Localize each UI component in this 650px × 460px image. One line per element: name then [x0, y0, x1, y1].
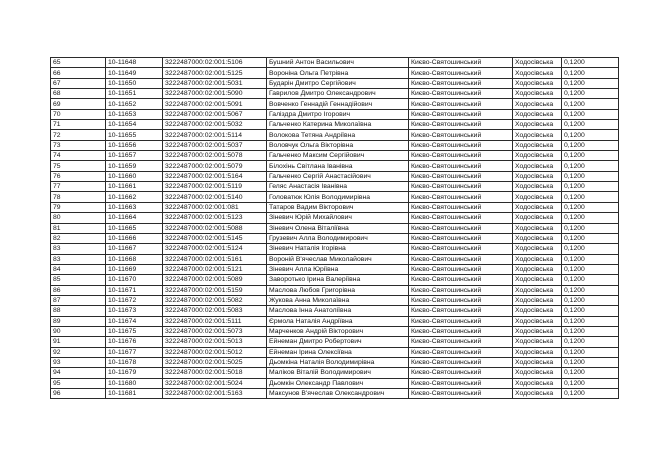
cell-full-name: Гаврилов Дмитро Олександрович	[267, 89, 409, 99]
cell-row-number: 83	[51, 244, 106, 254]
cell-full-name: Головатюк Юлія Володимирівна	[267, 192, 409, 202]
cell-council: Ходосівська	[513, 264, 562, 274]
table-row	[51, 254, 619, 264]
cell-council: Ходосівська	[513, 357, 562, 367]
cell-area: 0,1200	[562, 89, 619, 99]
cell-district: Києво-Святошинський	[409, 192, 513, 202]
cell-cadastral-number: 3222487000:02:001:5145	[163, 233, 267, 243]
cell-area: 0,1200	[562, 285, 619, 295]
cell-full-name: Вороній В'ячеслав Миколайович	[267, 254, 409, 264]
cell-cadastral-number: 3222487000:02:001:5089	[163, 275, 267, 285]
cell-registration-id: 10-11671	[106, 285, 163, 295]
cell-registration-id: 10-11649	[106, 68, 163, 78]
cell-full-name: Максунов В'ячеслав Олександрович	[267, 389, 409, 399]
cell-cadastral-number: 3222487000:02:001:5111	[163, 316, 267, 326]
cell-district: Києво-Святошинський	[409, 306, 513, 316]
cell-full-name: Зіневич Олена Віталіївна	[267, 223, 409, 233]
cell-district: Києво-Святошинський	[409, 326, 513, 336]
cell-district: Києво-Святошинський	[409, 99, 513, 109]
cell-district: Києво-Святошинський	[409, 223, 513, 233]
cell-row-number: 93	[51, 357, 106, 367]
cell-council: Ходосівська	[513, 326, 562, 336]
cell-row-number: 89	[51, 316, 106, 326]
cell-registration-id: 10-11672	[106, 295, 163, 305]
cell-council: Ходосівська	[513, 130, 562, 140]
cell-district: Києво-Святошинський	[409, 89, 513, 99]
cell-cadastral-number: 3222487000:02:001:5088	[163, 223, 267, 233]
cell-area: 0,1200	[562, 295, 619, 305]
cell-row-number: 73	[51, 140, 106, 150]
cell-district: Києво-Святошинський	[409, 151, 513, 161]
cell-area: 0,1200	[562, 171, 619, 181]
cell-cadastral-number: 3222487000:02:001:5032	[163, 120, 267, 130]
cell-council: Ходосівська	[513, 389, 562, 399]
table-row	[51, 202, 619, 212]
cell-full-name: Грузевич Алла Володимирович	[267, 233, 409, 243]
cell-cadastral-number: 3222487000:02:001:5018	[163, 368, 267, 378]
table-row	[51, 182, 619, 192]
cell-full-name: Ейнеман Ірина Олексіївна	[267, 347, 409, 357]
cell-cadastral-number: 3222487000:02:001:5013	[163, 337, 267, 347]
cell-registration-id: 10-11656	[106, 140, 163, 150]
cell-area: 0,1200	[562, 140, 619, 150]
cell-registration-id: 10-11654	[106, 120, 163, 130]
cell-row-number: 88	[51, 306, 106, 316]
cell-area: 0,1200	[562, 68, 619, 78]
cell-district: Києво-Святошинський	[409, 389, 513, 399]
cell-registration-id: 10-11678	[106, 357, 163, 367]
cell-council: Ходосівська	[513, 316, 562, 326]
cell-row-number: 81	[51, 223, 106, 233]
cell-area: 0,1200	[562, 78, 619, 88]
cell-full-name: Гальченко Максим Сергійович	[267, 151, 409, 161]
cell-registration-id: 10-11677	[106, 347, 163, 357]
cell-row-number: 91	[51, 337, 106, 347]
cell-registration-id: 10-11650	[106, 78, 163, 88]
table-row	[51, 316, 619, 326]
cell-full-name: Галіздра Дмитро Ігорович	[267, 109, 409, 119]
cell-district: Києво-Святошинський	[409, 109, 513, 119]
cell-registration-id: 10-11676	[106, 337, 163, 347]
cell-registration-id: 10-11664	[106, 213, 163, 223]
cell-council: Ходосівська	[513, 254, 562, 264]
cell-row-number: 67	[51, 78, 106, 88]
table-row	[51, 389, 619, 399]
table-row	[51, 213, 619, 223]
table-row	[51, 68, 619, 78]
cell-district: Києво-Святошинський	[409, 254, 513, 264]
cell-registration-id: 10-11660	[106, 171, 163, 181]
cell-registration-id: 10-11655	[106, 130, 163, 140]
cell-full-name: Зіневич Наталія Ігорівна	[267, 244, 409, 254]
cell-row-number: 94	[51, 368, 106, 378]
cell-registration-id: 10-11653	[106, 109, 163, 119]
cell-cadastral-number: 3222487000:02:001:5106	[163, 58, 267, 68]
cell-row-number: 68	[51, 89, 106, 99]
cell-area: 0,1200	[562, 306, 619, 316]
cell-council: Ходосівська	[513, 99, 562, 109]
cell-area: 0,1200	[562, 213, 619, 223]
cell-district: Києво-Святошинський	[409, 233, 513, 243]
cell-area: 0,1200	[562, 316, 619, 326]
cell-row-number: 83	[51, 254, 106, 264]
cell-district: Києво-Святошинський	[409, 244, 513, 254]
cell-council: Ходосівська	[513, 213, 562, 223]
table-row	[51, 223, 619, 233]
table-row	[51, 78, 619, 88]
land-parcels-table	[50, 57, 619, 399]
cell-row-number: 75	[51, 161, 106, 171]
cell-full-name: Геляс Анастасія Іванівна	[267, 182, 409, 192]
cell-registration-id: 10-11665	[106, 223, 163, 233]
cell-row-number: 78	[51, 192, 106, 202]
cell-full-name: Жукова Анна Миколаївна	[267, 295, 409, 305]
cell-council: Ходосівська	[513, 244, 562, 254]
cell-council: Ходосівська	[513, 306, 562, 316]
cell-council: Ходосівська	[513, 233, 562, 243]
cell-cadastral-number: 3222487000:02:001:5037	[163, 140, 267, 150]
cell-council: Ходосівська	[513, 58, 562, 68]
cell-full-name: Ейнеман Дмитро Робертович	[267, 337, 409, 347]
cell-area: 0,1200	[562, 368, 619, 378]
cell-district: Києво-Святошинський	[409, 78, 513, 88]
cell-area: 0,1200	[562, 378, 619, 388]
cell-council: Ходосівська	[513, 140, 562, 150]
table-row	[51, 140, 619, 150]
cell-registration-id: 10-11673	[106, 306, 163, 316]
cell-full-name: Маліков Віталій Володимирович	[267, 368, 409, 378]
table-row	[51, 120, 619, 130]
cell-council: Ходосівська	[513, 68, 562, 78]
cell-area: 0,1200	[562, 254, 619, 264]
cell-registration-id: 10-11675	[106, 326, 163, 336]
cell-council: Ходосівська	[513, 295, 562, 305]
cell-registration-id: 10-11661	[106, 182, 163, 192]
cell-row-number: 96	[51, 389, 106, 399]
cell-row-number: 80	[51, 213, 106, 223]
cell-area: 0,1200	[562, 347, 619, 357]
cell-registration-id: 10-11680	[106, 378, 163, 388]
cell-council: Ходосівська	[513, 120, 562, 130]
cell-council: Ходосівська	[513, 89, 562, 99]
cell-cadastral-number: 3222487000:02:001:5114	[163, 130, 267, 140]
cell-row-number: 74	[51, 151, 106, 161]
cell-council: Ходосівська	[513, 192, 562, 202]
cell-district: Києво-Святошинський	[409, 295, 513, 305]
cell-council: Ходосівська	[513, 337, 562, 347]
cell-registration-id: 10-11674	[106, 316, 163, 326]
cell-cadastral-number: 3222487000:02:001:5031	[163, 78, 267, 88]
cell-area: 0,1200	[562, 389, 619, 399]
cell-district: Києво-Святошинський	[409, 316, 513, 326]
cell-registration-id: 10-11667	[106, 244, 163, 254]
table-row	[51, 233, 619, 243]
cell-full-name: Вороніна Ольга Петрівна	[267, 68, 409, 78]
cell-cadastral-number: 3222487000:02:001:5164	[163, 171, 267, 181]
cell-registration-id: 10-11662	[106, 192, 163, 202]
cell-row-number: 70	[51, 109, 106, 119]
cell-row-number: 72	[51, 130, 106, 140]
cell-cadastral-number: 3222487000:02:001:5124	[163, 244, 267, 254]
cell-cadastral-number: 3222487000:02:001:5123	[163, 213, 267, 223]
cell-registration-id: 10-11666	[106, 233, 163, 243]
cell-registration-id: 10-11670	[106, 275, 163, 285]
cell-row-number: 77	[51, 182, 106, 192]
cell-cadastral-number: 3222487000:02:001:5024	[163, 378, 267, 388]
cell-council: Ходосівська	[513, 347, 562, 357]
cell-district: Києво-Святошинський	[409, 347, 513, 357]
cell-registration-id: 10-11659	[106, 161, 163, 171]
cell-full-name: Білохінь Світлана Іванівна	[267, 161, 409, 171]
cell-full-name: Маслова Любов Григорівна	[267, 285, 409, 295]
cell-area: 0,1200	[562, 161, 619, 171]
table-row	[51, 58, 619, 68]
cell-row-number: 71	[51, 120, 106, 130]
table-row	[51, 99, 619, 109]
cell-cadastral-number: 3222487000:02:001:5163	[163, 389, 267, 399]
cell-cadastral-number: 3222487000:02:001:5121	[163, 264, 267, 274]
cell-district: Києво-Святошинський	[409, 264, 513, 274]
cell-district: Києво-Святошинський	[409, 357, 513, 367]
cell-full-name: Гальченко Катерина Миколаївна	[267, 120, 409, 130]
table-row	[51, 171, 619, 181]
cell-council: Ходосівська	[513, 202, 562, 212]
cell-area: 0,1200	[562, 357, 619, 367]
cell-row-number: 79	[51, 202, 106, 212]
table-body	[51, 58, 619, 399]
cell-area: 0,1200	[562, 337, 619, 347]
cell-district: Києво-Святошинський	[409, 161, 513, 171]
cell-registration-id: 10-11648	[106, 58, 163, 68]
cell-area: 0,1200	[562, 244, 619, 254]
cell-row-number: 65	[51, 58, 106, 68]
cell-district: Києво-Святошинський	[409, 120, 513, 130]
cell-area: 0,1200	[562, 202, 619, 212]
cell-row-number: 76	[51, 171, 106, 181]
table-row	[51, 295, 619, 305]
cell-full-name: Дьомкіна Наталія Володимирівна	[267, 357, 409, 367]
cell-row-number: 85	[51, 275, 106, 285]
table-row	[51, 151, 619, 161]
cell-cadastral-number: 3222487000:02:001:5159	[163, 285, 267, 295]
cell-council: Ходосівська	[513, 78, 562, 88]
cell-cadastral-number: 3222487000:02:001:5119	[163, 182, 267, 192]
cell-council: Ходосівська	[513, 223, 562, 233]
cell-full-name: Бушний Антон Васильович	[267, 58, 409, 68]
cell-area: 0,1200	[562, 182, 619, 192]
table-row	[51, 326, 619, 336]
cell-full-name: Заворотько Ірина Валеріївна	[267, 275, 409, 285]
cell-council: Ходосівська	[513, 285, 562, 295]
table-row	[51, 192, 619, 202]
cell-district: Києво-Святошинський	[409, 130, 513, 140]
cell-cadastral-number: 3222487000:02:001:5091	[163, 99, 267, 109]
cell-council: Ходосівська	[513, 171, 562, 181]
cell-area: 0,1200	[562, 120, 619, 130]
table-row	[51, 285, 619, 295]
cell-cadastral-number: 3222487000:02:001:5073	[163, 326, 267, 336]
cell-full-name: Маслова Інна Анатоліївна	[267, 306, 409, 316]
cell-registration-id: 10-11679	[106, 368, 163, 378]
cell-registration-id: 10-11668	[106, 254, 163, 264]
cell-full-name: Вовченко Геннадій Геннадійович	[267, 99, 409, 109]
cell-full-name: Бударін Дмитро Сергійович	[267, 78, 409, 88]
cell-registration-id: 10-11669	[106, 264, 163, 274]
cell-row-number: 95	[51, 378, 106, 388]
table-row	[51, 130, 619, 140]
cell-full-name: Марченков Андрій Вікторович	[267, 326, 409, 336]
table-row	[51, 109, 619, 119]
cell-full-name: Воловчук Ольга Вікторівна	[267, 140, 409, 150]
cell-district: Києво-Святошинський	[409, 202, 513, 212]
cell-full-name: Гальченко Сергій Анастасійович	[267, 171, 409, 181]
cell-district: Києво-Святошинський	[409, 368, 513, 378]
cell-cadastral-number: 3222487000:02:001:5012	[163, 347, 267, 357]
cell-row-number: 84	[51, 264, 106, 274]
cell-council: Ходосівська	[513, 151, 562, 161]
cell-council: Ходосівська	[513, 109, 562, 119]
cell-area: 0,1200	[562, 326, 619, 336]
cell-district: Києво-Святошинський	[409, 275, 513, 285]
cell-row-number: 82	[51, 233, 106, 243]
cell-council: Ходосівська	[513, 182, 562, 192]
cell-full-name: Зіневич Алла Юріївна	[267, 264, 409, 274]
cell-row-number: 69	[51, 99, 106, 109]
cell-council: Ходосівська	[513, 275, 562, 285]
cell-full-name: Волокова Тетяна Андріївна	[267, 130, 409, 140]
table-row	[51, 337, 619, 347]
table-row	[51, 244, 619, 254]
cell-area: 0,1200	[562, 264, 619, 274]
cell-district: Києво-Святошинський	[409, 182, 513, 192]
cell-cadastral-number: 3222487000:02:001:5083	[163, 306, 267, 316]
cell-cadastral-number: 3222487000:02:001:081	[163, 202, 267, 212]
cell-registration-id: 10-11651	[106, 89, 163, 99]
cell-full-name: Єрмола Наталія Андріївна	[267, 316, 409, 326]
cell-district: Києво-Святошинський	[409, 58, 513, 68]
cell-district: Києво-Святошинський	[409, 213, 513, 223]
table-row	[51, 275, 619, 285]
cell-row-number: 92	[51, 347, 106, 357]
cell-cadastral-number: 3222487000:02:001:5067	[163, 109, 267, 119]
cell-area: 0,1200	[562, 223, 619, 233]
cell-area: 0,1200	[562, 99, 619, 109]
table-row	[51, 347, 619, 357]
cell-district: Києво-Святошинський	[409, 285, 513, 295]
cell-district: Києво-Святошинський	[409, 171, 513, 181]
cell-registration-id: 10-11652	[106, 99, 163, 109]
cell-row-number: 87	[51, 295, 106, 305]
table-row	[51, 89, 619, 99]
cell-cadastral-number: 3222487000:02:001:5090	[163, 89, 267, 99]
cell-area: 0,1200	[562, 233, 619, 243]
table-row	[51, 264, 619, 274]
cell-full-name: Зіневич Юрій Михайлович	[267, 213, 409, 223]
cell-cadastral-number: 3222487000:02:001:5140	[163, 192, 267, 202]
cell-registration-id: 10-11681	[106, 389, 163, 399]
cell-council: Ходосівська	[513, 161, 562, 171]
cell-row-number: 90	[51, 326, 106, 336]
cell-area: 0,1200	[562, 275, 619, 285]
cell-full-name: Дьомкін Олександр Павлович	[267, 378, 409, 388]
cell-row-number: 66	[51, 68, 106, 78]
cell-area: 0,1200	[562, 151, 619, 161]
cell-district: Києво-Святошинський	[409, 68, 513, 78]
cell-cadastral-number: 3222487000:02:001:5161	[163, 254, 267, 264]
cell-area: 0,1200	[562, 130, 619, 140]
cell-cadastral-number: 3222487000:02:001:5078	[163, 151, 267, 161]
cell-area: 0,1200	[562, 58, 619, 68]
cell-cadastral-number: 3222487000:02:001:5125	[163, 68, 267, 78]
cell-council: Ходосівська	[513, 378, 562, 388]
table-row	[51, 161, 619, 171]
cell-registration-id: 10-11657	[106, 151, 163, 161]
cell-full-name: Татаров Вадим Вікторович	[267, 202, 409, 212]
cell-cadastral-number: 3222487000:02:001:5025	[163, 357, 267, 367]
table-row	[51, 306, 619, 316]
table-row	[51, 357, 619, 367]
cell-area: 0,1200	[562, 109, 619, 119]
cell-registration-id: 10-11663	[106, 202, 163, 212]
cell-cadastral-number: 3222487000:02:001:5079	[163, 161, 267, 171]
cell-area: 0,1200	[562, 192, 619, 202]
cell-district: Києво-Святошинський	[409, 337, 513, 347]
cell-cadastral-number: 3222487000:02:001:5082	[163, 295, 267, 305]
cell-council: Ходосівська	[513, 368, 562, 378]
table-row	[51, 368, 619, 378]
cell-district: Києво-Святошинський	[409, 140, 513, 150]
cell-district: Києво-Святошинський	[409, 378, 513, 388]
table-row	[51, 378, 619, 388]
cell-row-number: 86	[51, 285, 106, 295]
